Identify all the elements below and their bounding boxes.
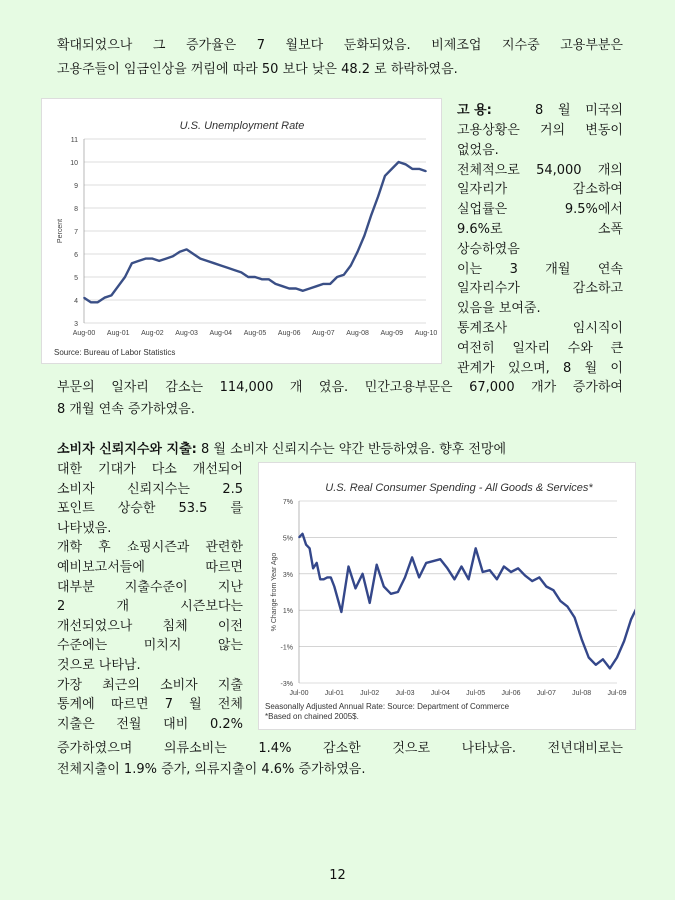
intro-line-2: 고용주들이 임금인상을 꺼림에 따라 50 보다 낮은 48.2 로 하락하였음.: [57, 62, 458, 77]
employment-side-line-12: 통계조사 임시직이: [457, 321, 623, 336]
data-point: [316, 285, 318, 287]
data-point: [268, 279, 270, 281]
x-tick-label: Aug-08: [346, 330, 369, 337]
y-axis-label: % Change from Year Ago: [271, 552, 278, 632]
data-point: [517, 568, 519, 570]
data-point: [241, 272, 243, 274]
data-point: [362, 573, 364, 575]
data-point: [350, 265, 352, 267]
data-point: [418, 577, 420, 579]
y-tick-label: 9: [74, 183, 78, 190]
x-tick-label: Jul-09: [607, 690, 627, 697]
data-point: [316, 562, 318, 564]
unemployment-chart: [41, 98, 442, 364]
x-tick-label: Aug-04: [209, 330, 233, 337]
data-point: [186, 249, 188, 251]
y-tick-label: 10: [70, 160, 78, 167]
x-tick-label: Jul-03: [395, 690, 415, 697]
data-point: [412, 168, 414, 170]
consumer-side-line-8: 2 개 시즌보다는: [57, 599, 243, 615]
x-tick-label: Jul-08: [572, 690, 592, 697]
data-point: [574, 617, 576, 619]
data-point: [227, 267, 229, 269]
chart-title: U.S. Real Consumer Spending - All Goods & Services*: [325, 482, 593, 494]
x-tick-label: Aug-09: [380, 330, 404, 337]
employment-side-line-2: 고용상황은 거의 변동이: [457, 123, 623, 138]
data-point: [247, 276, 249, 278]
consumer-spending-chart-svg: [259, 463, 635, 729]
series-line: [84, 162, 426, 302]
y-tick-label: -1%: [280, 644, 293, 652]
consumer-heading: 소비자 신뢰지수와 지출:: [57, 442, 197, 457]
x-tick-label: Jul-00: [289, 690, 309, 697]
data-point: [357, 251, 359, 253]
consumer-spending-chart: [258, 462, 636, 730]
consumer-heading-rest: 8 월 소비자 신뢰지수는 약간 반등하였음. 향후 전망에: [200, 442, 507, 457]
data-point: [172, 256, 174, 258]
data-point: [425, 170, 427, 172]
y-tick-label: 7: [74, 229, 78, 236]
employment-side-line-7: 9.6%로 소폭: [457, 222, 623, 237]
data-point: [489, 569, 491, 571]
series-line: [299, 534, 635, 669]
data-point: [364, 235, 366, 237]
employment-side-line-14: 관계가 있으며, 8 월 이: [457, 360, 623, 376]
employment-full-line-2: 8 개월 연속 증가하였음.: [57, 402, 195, 417]
data-point: [309, 548, 311, 550]
data-point: [369, 602, 371, 604]
consumer-side-line-3: 포인트 상승한 53.5 를: [57, 501, 243, 517]
data-point: [376, 564, 378, 566]
data-point: [323, 578, 325, 580]
x-tick-label: Aug-06: [277, 330, 301, 337]
data-point: [588, 657, 590, 659]
data-point: [326, 577, 328, 579]
data-point: [295, 288, 297, 290]
consumer-side-line-10: 수준에는 미치지 않는: [57, 638, 243, 654]
employment-side-line-1: 8 월 미국의: [535, 103, 623, 118]
y-tick-label: 5%: [282, 535, 293, 543]
data-point: [323, 283, 325, 285]
data-point: [468, 578, 470, 580]
data-point: [193, 253, 195, 255]
data-point: [152, 258, 154, 260]
data-point: [124, 276, 126, 278]
x-tick-label: Aug-03: [175, 330, 198, 337]
data-point: [165, 258, 167, 260]
data-point: [609, 668, 611, 670]
employment-side-line-4: 전체적으로 54,000 개의: [457, 162, 623, 178]
consumer-side-line-6: 예비보고서들에 따르면: [57, 560, 243, 575]
data-point: [560, 600, 562, 602]
data-point: [623, 640, 625, 642]
y-tick-label: 5: [74, 275, 78, 282]
consumer-heading-line: [57, 441, 506, 459]
data-point: [482, 571, 484, 573]
data-point: [282, 285, 284, 287]
data-point: [390, 593, 392, 595]
data-point: [383, 586, 385, 588]
data-point: [104, 297, 106, 299]
x-tick-label: Aug-05: [243, 330, 267, 337]
data-point: [355, 588, 357, 590]
data-point: [341, 611, 343, 613]
employment-side-line-5: 일자리가 감소하여: [457, 182, 623, 198]
data-point: [83, 297, 85, 299]
data-point: [179, 251, 181, 253]
data-point: [111, 295, 113, 297]
data-point: [404, 577, 406, 579]
data-point: [302, 290, 304, 292]
consumer-full-line-2: 전체지출이 1.9% 증가, 의류지출이 4.6% 증가하였음.: [57, 762, 366, 777]
consumer-side-line-4: 나타냈음.: [57, 520, 112, 536]
y-tick-label: 11: [70, 137, 78, 144]
employment-side-line-8: 상승하였음: [457, 241, 520, 257]
data-point: [343, 274, 345, 276]
data-point: [97, 302, 99, 304]
data-point: [398, 161, 400, 163]
employment-full-line-1: 부문의 일자리 감소는 114,000 개 였음. 민간고용부문은 67,000 개가 증가하여: [57, 380, 623, 395]
data-point: [630, 619, 632, 621]
data-point: [312, 568, 314, 570]
data-point: [254, 276, 256, 278]
data-point: [447, 568, 449, 570]
data-point: [602, 659, 604, 661]
consumer-side-line-11: 것으로 나타남.: [57, 658, 141, 673]
unemployment-chart-svg: [42, 99, 441, 363]
chart-source: Source: Bureau of Labor Statistics: [54, 348, 176, 357]
data-point: [503, 566, 505, 568]
employment-side-line-13: 여전히 일자리 수와 큰: [457, 340, 623, 356]
data-point: [440, 558, 442, 560]
employment-side-line-9: 이는 3 개월 연속: [457, 261, 623, 277]
data-point: [425, 562, 427, 564]
data-point: [334, 586, 336, 588]
data-point: [496, 578, 498, 580]
data-point: [131, 262, 133, 264]
chart-note: *Based on chained 2005$.: [265, 712, 359, 721]
consumer-side-line-9: 개선되었으나 침체 이전: [57, 618, 243, 634]
data-point: [595, 664, 597, 666]
y-tick-label: 7%: [282, 499, 293, 506]
page-number: 12: [329, 868, 346, 883]
y-tick-label: 4: [74, 298, 78, 305]
consumer-side-line-5: 개학 후 쇼핑시즌과 관련한: [57, 540, 243, 556]
employment-side-line-11: 있음을 보여줌.: [457, 301, 541, 317]
consumer-side-line-12: 가장 최근의 소비자 지출: [57, 677, 243, 693]
data-point: [397, 591, 399, 593]
data-point: [329, 283, 331, 285]
data-point: [158, 260, 160, 262]
data-point: [348, 566, 350, 568]
data-point: [553, 589, 555, 591]
x-tick-label: Aug-00: [72, 330, 96, 337]
employment-side-line-6: 실업률은 9.5%에서: [457, 202, 623, 218]
data-point: [302, 533, 304, 535]
data-point: [206, 260, 208, 262]
data-point: [220, 265, 222, 267]
consumer-side-line-13: 통계에 따르면 7 월 전체: [57, 697, 243, 713]
data-point: [330, 577, 332, 579]
data-point: [461, 566, 463, 568]
data-point: [288, 288, 290, 290]
data-point: [581, 639, 583, 641]
consumer-full-line-1: 증가하였으며 의류소비는 1.4% 감소한 것으로 나타났음. 전년대비로는: [57, 741, 623, 756]
y-tick-label: 3%: [282, 571, 293, 579]
y-tick-label: 3: [74, 321, 78, 328]
data-point: [454, 578, 456, 580]
x-tick-label: Aug-10: [414, 330, 438, 337]
x-tick-label: Jul-04: [430, 690, 450, 697]
data-point: [391, 168, 393, 170]
y-tick-label: 8: [74, 206, 78, 213]
intro-line-1: 확대되었으나 그 증가율은 7 월보다 둔화되었음. 비제조업 지수중 고용부분은: [57, 38, 623, 53]
data-point: [145, 258, 147, 260]
employment-side-line-10: 일자리수가 감소하고: [457, 281, 623, 297]
x-tick-label: Jul-06: [501, 690, 521, 697]
y-tick-label: 6: [74, 252, 78, 259]
data-point: [319, 578, 321, 580]
data-point: [90, 302, 92, 304]
data-point: [524, 575, 526, 577]
data-point: [546, 586, 548, 588]
y-tick-label: 1%: [282, 608, 293, 616]
data-point: [336, 276, 338, 278]
data-point: [213, 262, 215, 264]
x-tick-label: Jul-02: [360, 690, 380, 697]
data-point: [377, 196, 379, 198]
consumer-side-line-7: 대부분 지출수준이 지난: [57, 579, 243, 595]
data-point: [567, 606, 569, 608]
chart-source: Seasonally Adjusted Annual Rate: Source: Department of Commerce: [265, 702, 510, 711]
data-point: [384, 175, 386, 177]
y-tick-label: -3%: [280, 681, 293, 688]
data-point: [261, 279, 263, 281]
data-point: [138, 260, 140, 262]
data-point: [305, 544, 307, 546]
data-point: [199, 258, 201, 260]
data-point: [418, 168, 420, 170]
x-tick-label: Aug-07: [312, 330, 335, 337]
data-point: [510, 571, 512, 573]
data-point: [117, 285, 119, 287]
consumer-side-line-2: 소비자 신뢰지수는 2.5: [57, 481, 243, 497]
data-point: [531, 580, 533, 582]
data-point: [411, 557, 413, 559]
data-point: [475, 548, 477, 550]
data-point: [309, 288, 311, 290]
data-point: [298, 537, 300, 539]
consumer-side-line-14: 지출은 전월 대비 0.2%: [57, 716, 243, 732]
data-point: [538, 577, 540, 579]
data-point: [370, 214, 372, 216]
data-point: [432, 560, 434, 562]
chart-title: U.S. Unemployment Rate: [179, 120, 305, 132]
data-point: [234, 269, 236, 271]
employment-side-line-3: 없었음.: [457, 142, 499, 158]
data-point: [275, 283, 277, 285]
x-tick-label: Jul-01: [324, 690, 344, 697]
y-axis-label: Percent: [57, 218, 64, 244]
x-tick-label: Jul-05: [466, 690, 486, 697]
x-tick-label: Aug-01: [106, 330, 130, 337]
x-tick-label: Jul-07: [536, 690, 556, 697]
data-point: [616, 657, 618, 659]
consumer-side-line-1: 대한 기대가 다소 개선되어: [57, 462, 243, 477]
x-tick-label: Aug-02: [141, 330, 164, 337]
data-point: [405, 164, 407, 166]
employment-heading: 고 용:: [457, 103, 492, 118]
